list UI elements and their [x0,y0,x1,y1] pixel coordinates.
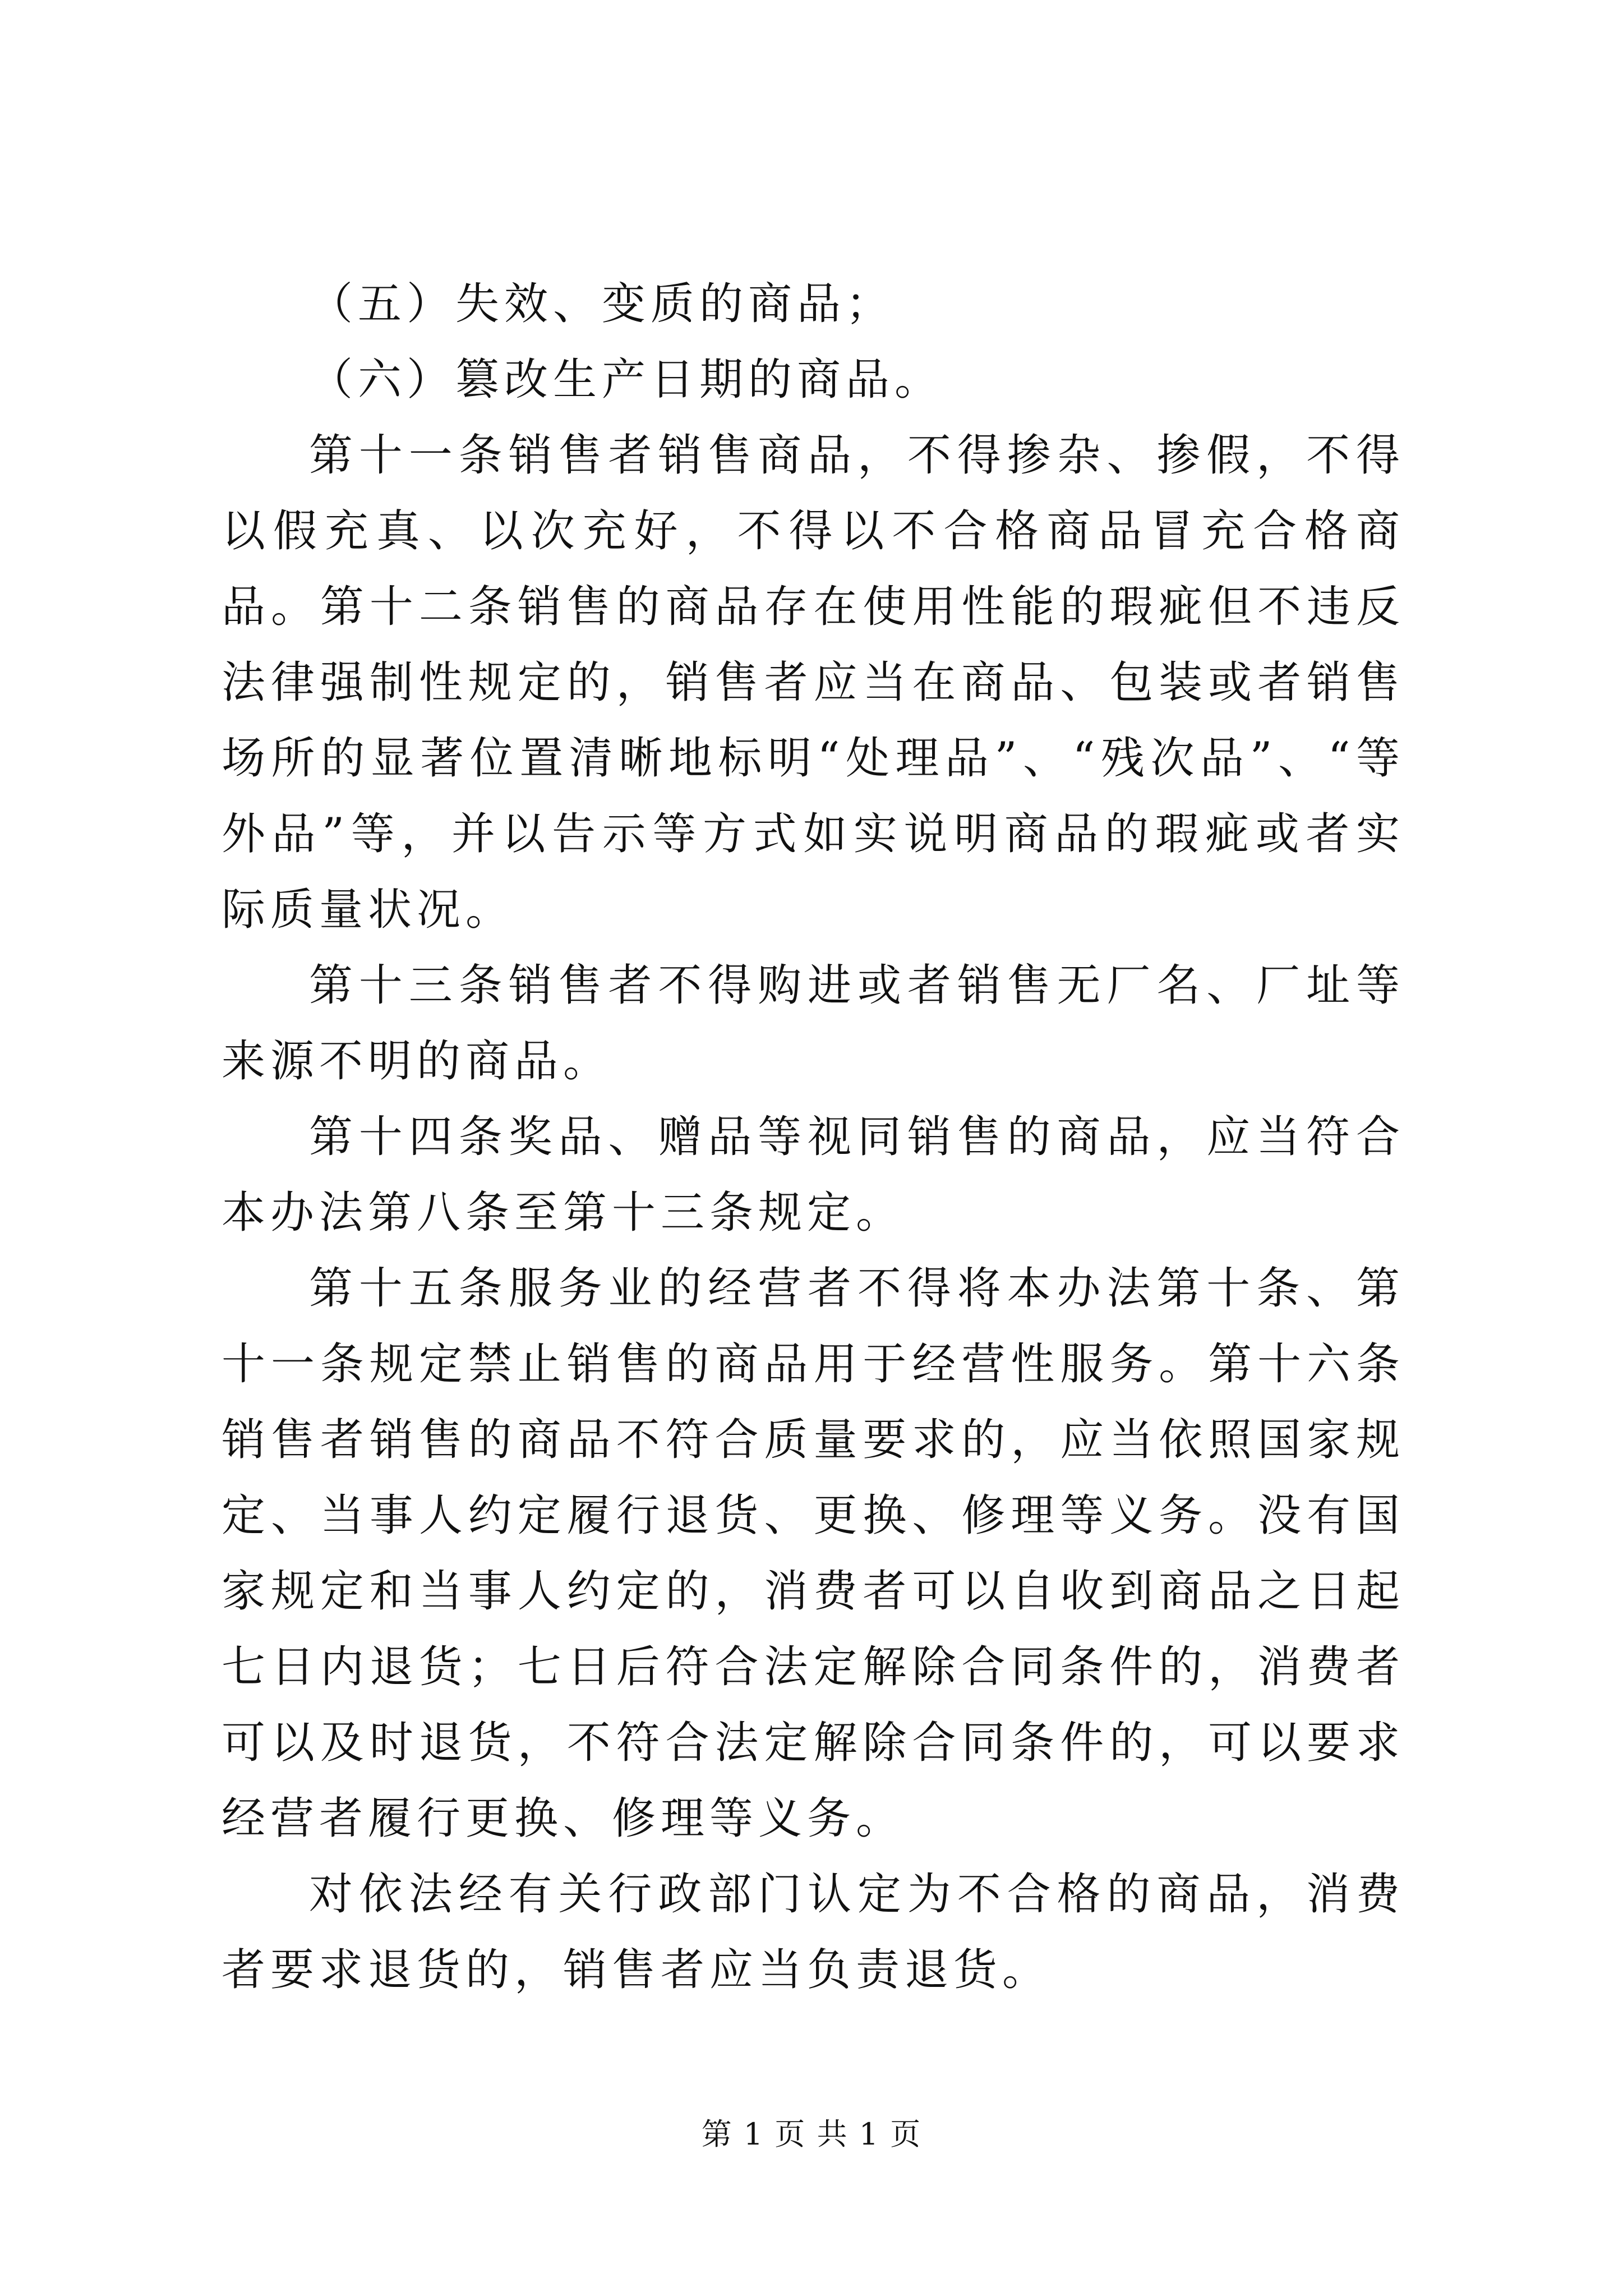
page-footer [0,2115,1623,2154]
paragraph-article-14: 第十四条奖品、赠品等视同销售的商品，应当符合本办法第八条至第十三条规定。 [222,1112,1405,1238]
paragraph-return-rule: 对依法经有关行政部门认定为不合格的商品，消费者要求退货的，销售者应当负责退货。 [222,1869,1405,1995]
paragraph-item-6: （六）篡改生产日期的商品。 [309,355,944,405]
document-body [222,266,1405,2008]
paragraph-article-13: 第十三条销售者不得购进或者销售无厂名、厂址等来源不明的商品。 [222,960,1405,1087]
paragraph-item-5: （五）失效、变质的商品； [309,279,895,329]
paragraph-article-11-12: 第十一条销售者销售商品，不得掺杂、掺假，不得以假充真、以次充好，不得以不合格商品冒充合格商品。第十二条销售的商品存在使用性能的瑕疵但不违反法律强制性规定的，销售者应当在商品、包装或者销售场所的显著位置清晰地标明“处理品”、“残次品”、“等外品”等，并以告示等方式如实说明商品的瑕疵或者实际质量状况。 [222,430,1405,935]
paragraph-article-15-16: 第十五条服务业的经营者不得将本办法第十条、第十一条规定禁止销售的商品用于经营性服务。第十六条销售者销售的商品不符合质量要求的，应当依照国家规定、当事人约定履行退货、更换、修理等义务。没有国家规定和当事人约定的，消费者可以自收到商品之日起七日内退货；七日后符合法定解除合同条件的，消费者可以及时退货，不符合法定解除合同条件的，可以要求经营者履行更换、修理等义务。 [222,1263,1405,1844]
page-number-label: 第 1 页 共 1 页 [701,2116,922,2152]
